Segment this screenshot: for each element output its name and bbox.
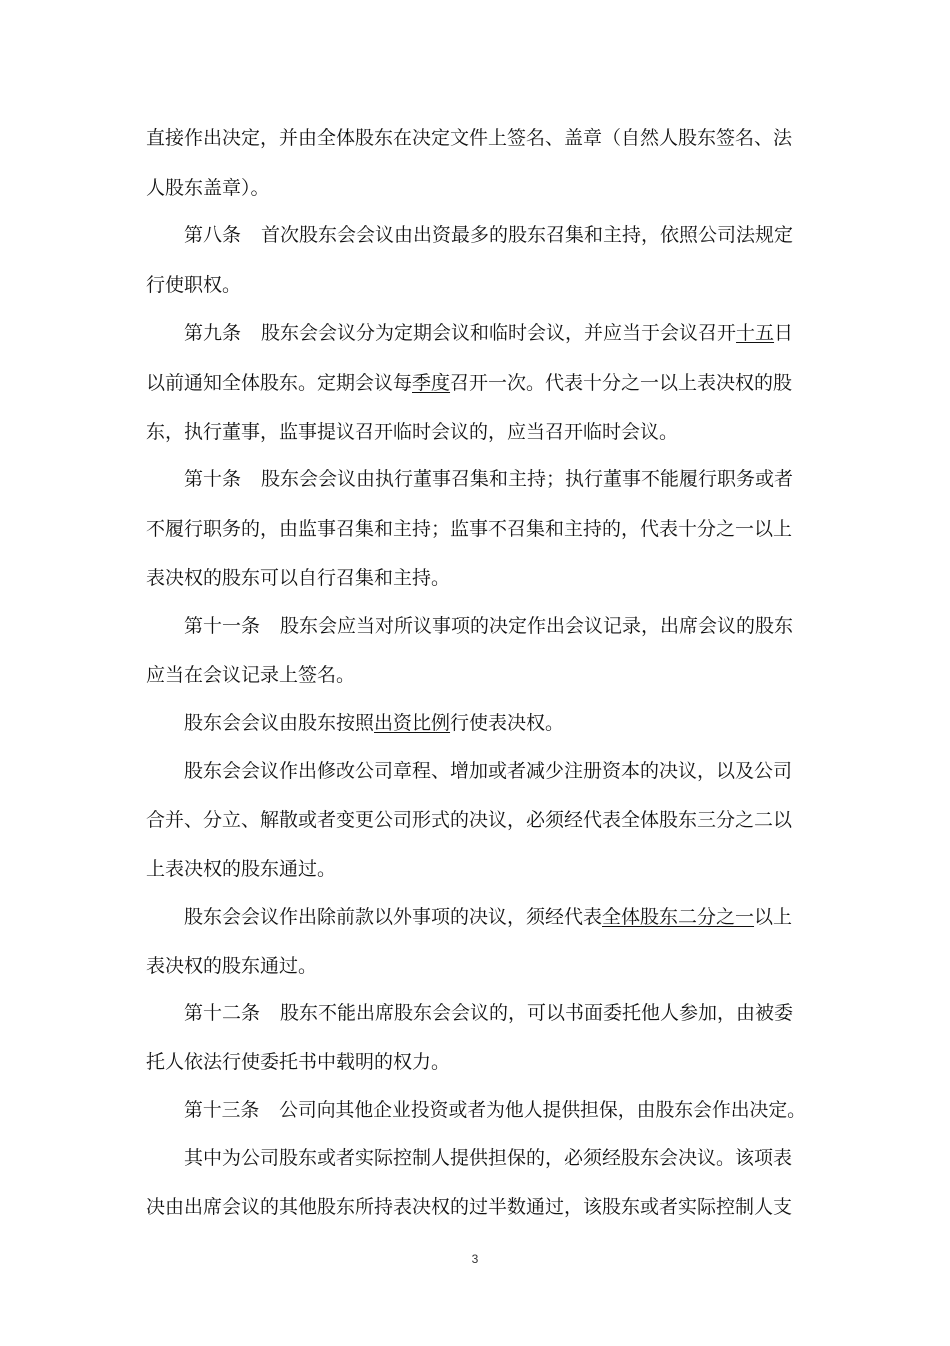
underlined-term: 全体股东二分之一 (602, 906, 755, 928)
text-line: 应当在会议记录上签名。 (146, 664, 356, 686)
article-8-line: 第八条 首次股东会会议由出资最多的股东召集和主持，依照公司法规定 (184, 224, 794, 246)
text-line: 不履行职务的，由监事召集和主持；监事不召集和主持的，代表十分之一以上 (146, 518, 793, 540)
text-line: 人股东盖章）。 (146, 177, 270, 199)
text-line: 合并、分立、解散或者变更公司形式的决议，必须经代表全体股东三分之二以 (146, 809, 793, 831)
underlined-term: 十五 (736, 322, 775, 344)
text-line: 表决权的股东可以自行召集和主持。 (146, 567, 451, 589)
paragraph-line: 股东会会议由股东按照出资比例行使表决权。 (184, 712, 565, 734)
article-label: 第十条 (184, 468, 242, 490)
paragraph-line: 其中为公司股东或者实际控制人提供担保的，必须经股东会决议。该项表 (184, 1147, 793, 1169)
article-label: 第十一条 (184, 615, 261, 637)
paragraph-line: 股东会会议作出除前款以外事项的决议，须经代表全体股东二分之一以上 (184, 906, 793, 928)
text-line: 托人依法行使委托书中载明的权力。 (146, 1051, 451, 1073)
text-line: 东，执行董事，监事提议召开临时会议的，应当召开临时会议。 (146, 421, 679, 443)
text-line: 决由出席会议的其他股东所持表决权的过半数通过，该股东或者实际控制人支 (146, 1196, 793, 1218)
underlined-term: 季度 (412, 372, 451, 394)
article-13-line: 第十三条 公司向其他企业投资或者为他人提供担保，由股东会作出决定。 (184, 1099, 807, 1121)
article-11-line: 第十一条 股东会应当对所议事项的决定作出会议记录，出席会议的股东 (184, 615, 794, 637)
article-12-line: 第十二条 股东不能出席股东会会议的，可以书面委托他人参加，由被委 (184, 1002, 794, 1024)
text-line: 行使职权。 (146, 274, 242, 296)
text-line: 上表决权的股东通过。 (146, 858, 337, 880)
page-number: 3 (471, 1252, 479, 1266)
article-label: 第九条 (184, 322, 242, 344)
article-10-line: 第十条 股东会会议由执行董事召集和主持；执行董事不能履行职务或者 (184, 468, 794, 490)
paragraph-line: 股东会会议作出修改公司章程、增加或者减少注册资本的决议，以及公司 (184, 760, 793, 782)
text-line: 以前通知全体股东。定期会议每季度召开一次。代表十分之一以上表决权的股 (146, 372, 793, 394)
article-label: 第十二条 (184, 1002, 261, 1024)
article-9-line: 第九条 股东会会议分为定期会议和临时会议，并应当于会议召开十五日 (184, 322, 794, 344)
article-label: 第十三条 (184, 1099, 260, 1121)
article-label: 第八条 (184, 224, 242, 246)
text-line: 直接作出决定，并由全体股东在决定文件上签名、盖章（自然人股东签名、法 (146, 127, 793, 149)
underlined-term: 出资比例 (374, 712, 451, 734)
text-line: 表决权的股东通过。 (146, 955, 318, 977)
